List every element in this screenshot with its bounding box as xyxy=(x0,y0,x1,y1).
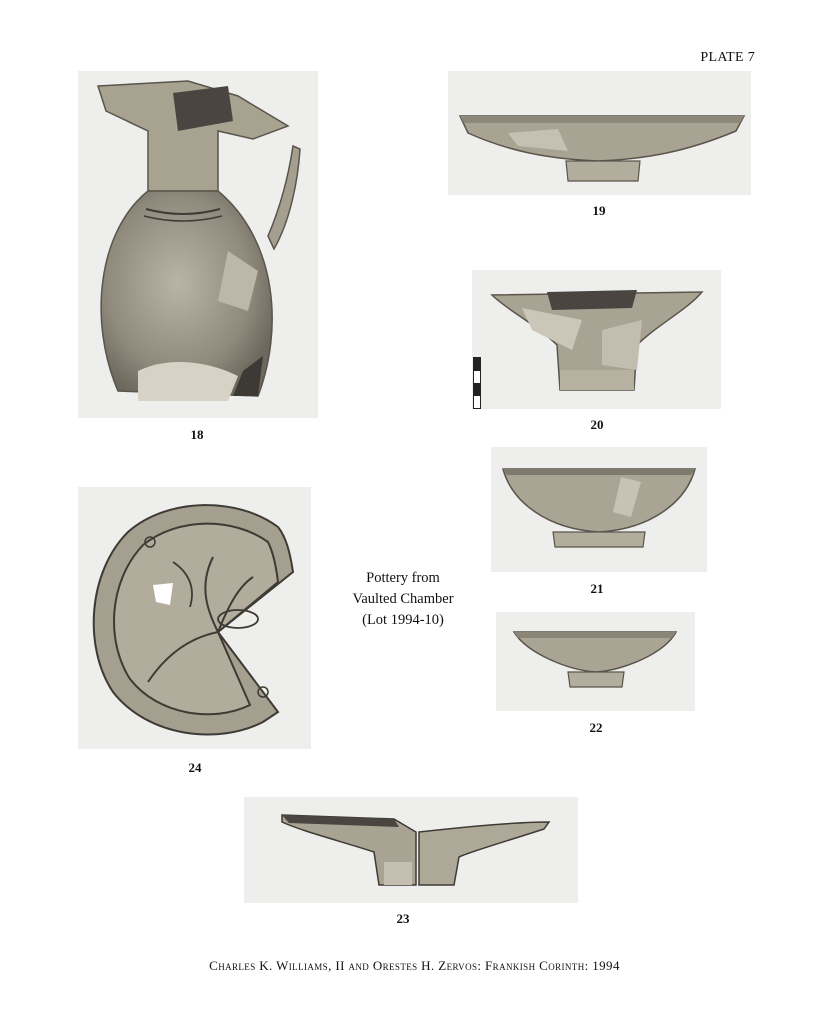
bowl-image xyxy=(491,447,707,572)
scale-bar xyxy=(473,357,481,409)
caption-line-2: Vaulted Chamber xyxy=(352,591,454,607)
photo-bowl-20 xyxy=(472,270,721,409)
jug-image xyxy=(78,71,318,418)
figure-number-20: 20 xyxy=(590,417,604,432)
plate-number: PLATE 7 xyxy=(700,50,755,65)
photo-bowl-22 xyxy=(496,612,695,711)
broken-dish-image xyxy=(244,797,578,903)
flared-bowl-image xyxy=(472,270,721,409)
figure-number-21: 21 xyxy=(590,581,604,596)
figure-number-22: 22 xyxy=(589,720,603,735)
photo-jug-18 xyxy=(78,71,318,418)
page-footer-citation: Charles K. Williams, II and Orestes H. Zervos: Frankish Corinth: 1994 xyxy=(209,958,620,973)
figure-number-19: 19 xyxy=(592,203,606,218)
small-bowl-image xyxy=(496,612,695,711)
dish-image xyxy=(448,71,751,195)
figure-number-24: 24 xyxy=(188,760,202,775)
photo-dish-19 xyxy=(448,71,751,195)
photo-dish-23 xyxy=(244,797,578,903)
figure-number-18: 18 xyxy=(190,427,204,442)
sgraffito-plate-image xyxy=(78,487,311,749)
photo-plate-24 xyxy=(78,487,311,749)
plate-caption xyxy=(328,568,478,631)
caption-line-1: Pottery from xyxy=(366,570,440,586)
caption-line-3: (Lot 1994-10) xyxy=(362,612,444,628)
figure-number-23: 23 xyxy=(396,911,410,926)
photo-bowl-21 xyxy=(491,447,707,572)
